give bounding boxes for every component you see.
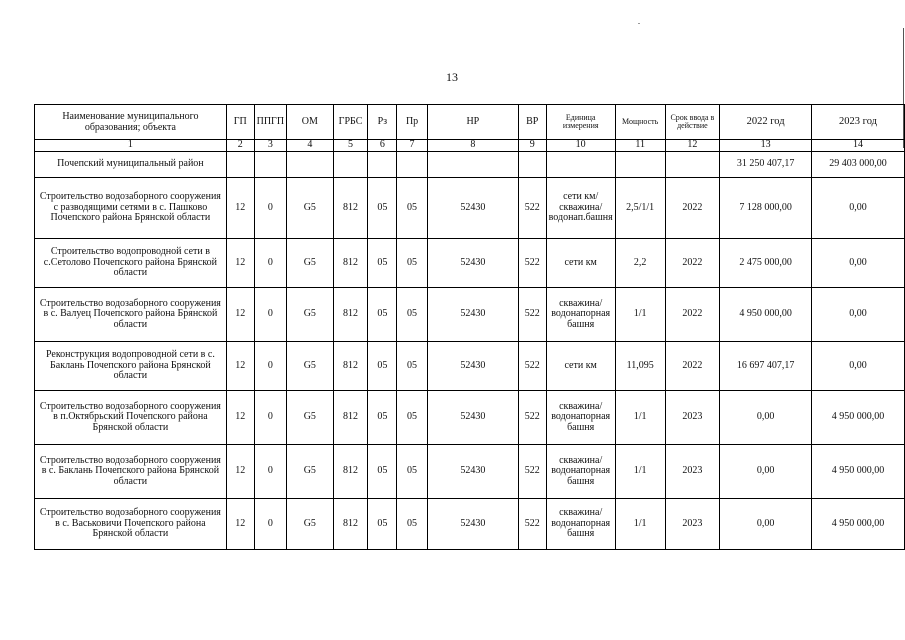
term-cell: 2023 — [665, 499, 720, 550]
column-number: 13 — [720, 140, 812, 152]
vr-cell: 522 — [518, 288, 546, 342]
column-number-row — [35, 140, 905, 152]
rz-cell: 05 — [368, 288, 397, 342]
vr-cell: 522 — [518, 239, 546, 288]
gp-cell: 12 — [226, 499, 254, 550]
header-capacity: Мощность — [615, 105, 665, 140]
term-cell: 2022 — [665, 239, 720, 288]
header-2023: 2023 год — [812, 105, 905, 140]
nr-cell: 52430 — [427, 499, 518, 550]
empty-cell — [254, 152, 286, 178]
ppgp-cell: 0 — [254, 342, 286, 391]
column-number: 10 — [546, 140, 615, 152]
grbs-cell: 812 — [333, 445, 368, 499]
term-cell: 2022 — [665, 342, 720, 391]
object-name: Строительство водозаборного сооружения с разводящими сетями в с. Пашково Почепского района Брянской области — [35, 178, 227, 239]
table-row — [35, 288, 905, 342]
ppgp-cell: 0 — [254, 178, 286, 239]
rz-cell: 05 — [368, 178, 397, 239]
column-number: 6 — [368, 140, 397, 152]
ppgp-cell: 0 — [254, 391, 286, 445]
rz-cell: 05 — [368, 239, 397, 288]
header-nr: НР — [427, 105, 518, 140]
header-grbs: ГРБС — [333, 105, 368, 140]
rz-cell: 05 — [368, 342, 397, 391]
district-total-2022: 31 250 407,17 — [720, 152, 812, 178]
grbs-cell: 812 — [333, 499, 368, 550]
column-number: 7 — [397, 140, 428, 152]
empty-cell — [287, 152, 334, 178]
nr-cell: 52430 — [427, 239, 518, 288]
header-pr: Пр — [397, 105, 428, 140]
om-cell: G5 — [287, 288, 334, 342]
grbs-cell: 812 — [333, 391, 368, 445]
ppgp-cell: 0 — [254, 445, 286, 499]
amount-2023: 0,00 — [812, 288, 905, 342]
term-cell: 2022 — [665, 178, 720, 239]
amount-2023: 4 950 000,00 — [812, 445, 905, 499]
gp-cell: 12 — [226, 239, 254, 288]
object-name: Строительство водопроводной сети в с.Сетолово Почепского района Брянской области — [35, 239, 227, 288]
nr-cell: 52430 — [427, 342, 518, 391]
table-row — [35, 342, 905, 391]
table-row — [35, 391, 905, 445]
nr-cell: 52430 — [427, 178, 518, 239]
capacity-cell: 2,2 — [615, 239, 665, 288]
object-name: Строительство водозаборного сооружения в п.Октябрьский Почепского района Брянской области — [35, 391, 227, 445]
unit-cell: скважина/водонапорная башня — [546, 288, 615, 342]
pr-cell: 05 — [397, 445, 428, 499]
amount-2023: 4 950 000,00 — [812, 499, 905, 550]
vr-cell: 522 — [518, 499, 546, 550]
amount-2022: 7 128 000,00 — [720, 178, 812, 239]
om-cell: G5 — [287, 499, 334, 550]
column-number: 8 — [427, 140, 518, 152]
header-ppgp: ППГП — [254, 105, 286, 140]
om-cell: G5 — [287, 239, 334, 288]
column-number: 2 — [226, 140, 254, 152]
header-row — [35, 105, 905, 140]
capacity-cell: 11,095 — [615, 342, 665, 391]
header-rz: Рз — [368, 105, 397, 140]
table-row — [35, 178, 905, 239]
capacity-cell: 2,5/1/1 — [615, 178, 665, 239]
column-number: 11 — [615, 140, 665, 152]
header-2022: 2022 год — [720, 105, 812, 140]
capacity-cell: 1/1 — [615, 288, 665, 342]
table-row — [35, 239, 905, 288]
empty-cell — [368, 152, 397, 178]
om-cell: G5 — [287, 445, 334, 499]
unit-cell: сети км — [546, 342, 615, 391]
header-term: Срок ввода в действие — [665, 105, 720, 140]
column-number: 12 — [665, 140, 720, 152]
header-name: Наименование муниципального образования; объекта — [35, 105, 227, 140]
gp-cell: 12 — [226, 178, 254, 239]
gp-cell: 12 — [226, 288, 254, 342]
table-row — [35, 499, 905, 550]
object-name: Строительство водозаборного сооружения в с. Баклань Почепского района Брянской области — [35, 445, 227, 499]
pr-cell: 05 — [397, 499, 428, 550]
unit-cell: скважина/водонапорная башня — [546, 445, 615, 499]
om-cell: G5 — [287, 342, 334, 391]
gp-cell: 12 — [226, 445, 254, 499]
object-name: Реконструкция водопроводной сети в с. Баклань Почепского района Брянской области — [35, 342, 227, 391]
nr-cell: 52430 — [427, 445, 518, 499]
amount-2022: 4 950 000,00 — [720, 288, 812, 342]
header-vr: ВР — [518, 105, 546, 140]
unit-cell: скважина/водонапорная башня — [546, 499, 615, 550]
rz-cell: 05 — [368, 391, 397, 445]
empty-cell — [665, 152, 720, 178]
empty-cell — [615, 152, 665, 178]
column-number: 5 — [333, 140, 368, 152]
nr-cell: 52430 — [427, 391, 518, 445]
district-total-2023: 29 403 000,00 — [812, 152, 905, 178]
page-number: 13 — [446, 70, 458, 84]
vr-cell: 522 — [518, 445, 546, 499]
column-number: 14 — [812, 140, 905, 152]
vr-cell: 522 — [518, 391, 546, 445]
nr-cell: 52430 — [427, 288, 518, 342]
header-gp: ГП — [226, 105, 254, 140]
vr-cell: 522 — [518, 342, 546, 391]
amount-2023: 0,00 — [812, 239, 905, 288]
district-name: Почепский муниципальный район — [35, 152, 227, 178]
term-cell: 2023 — [665, 445, 720, 499]
object-name: Строительство водозаборного сооружения в с. Валуец Почепского района Брянской области — [35, 288, 227, 342]
budget-table — [34, 104, 905, 550]
capacity-cell: 1/1 — [615, 499, 665, 550]
pr-cell: 05 — [397, 178, 428, 239]
amount-2023: 0,00 — [812, 178, 905, 239]
ppgp-cell: 0 — [254, 288, 286, 342]
header-om: ОМ — [287, 105, 334, 140]
pr-cell: 05 — [397, 342, 428, 391]
ppgp-cell: 0 — [254, 239, 286, 288]
amount-2022: 0,00 — [720, 391, 812, 445]
om-cell: G5 — [287, 178, 334, 239]
table-row — [35, 445, 905, 499]
object-name: Строительство водозаборного сооружения в с. Васьковичи Почепского района Брянской области — [35, 499, 227, 550]
om-cell: G5 — [287, 391, 334, 445]
empty-cell — [397, 152, 428, 178]
empty-cell — [518, 152, 546, 178]
pr-cell: 05 — [397, 288, 428, 342]
empty-cell — [427, 152, 518, 178]
amount-2022: 16 697 407,17 — [720, 342, 812, 391]
column-number: 9 — [518, 140, 546, 152]
ppgp-cell: 0 — [254, 499, 286, 550]
empty-cell — [546, 152, 615, 178]
pr-cell: 05 — [397, 391, 428, 445]
amount-2023: 0,00 — [812, 342, 905, 391]
grbs-cell: 812 — [333, 178, 368, 239]
grbs-cell: 812 — [333, 342, 368, 391]
amount-2022: 2 475 000,00 — [720, 239, 812, 288]
capacity-cell: 1/1 — [615, 391, 665, 445]
unit-cell: скважина/водонапорная башня — [546, 391, 615, 445]
amount-2023: 4 950 000,00 — [812, 391, 905, 445]
column-number: 3 — [254, 140, 286, 152]
column-number: 4 — [287, 140, 334, 152]
column-number: 1 — [35, 140, 227, 152]
scan-speck — [638, 23, 640, 24]
grbs-cell: 812 — [333, 288, 368, 342]
empty-cell — [226, 152, 254, 178]
grbs-cell: 812 — [333, 239, 368, 288]
amount-2022: 0,00 — [720, 499, 812, 550]
capacity-cell: 1/1 — [615, 445, 665, 499]
gp-cell: 12 — [226, 391, 254, 445]
unit-cell: сети км — [546, 239, 615, 288]
gp-cell: 12 — [226, 342, 254, 391]
district-row — [35, 152, 905, 178]
header-unit: Единица измерения — [546, 105, 615, 140]
rz-cell: 05 — [368, 499, 397, 550]
empty-cell — [333, 152, 368, 178]
term-cell: 2023 — [665, 391, 720, 445]
unit-cell: сети км/скважина/водонап.башня — [546, 178, 615, 239]
vr-cell: 522 — [518, 178, 546, 239]
rz-cell: 05 — [368, 445, 397, 499]
amount-2022: 0,00 — [720, 445, 812, 499]
term-cell: 2022 — [665, 288, 720, 342]
pr-cell: 05 — [397, 239, 428, 288]
